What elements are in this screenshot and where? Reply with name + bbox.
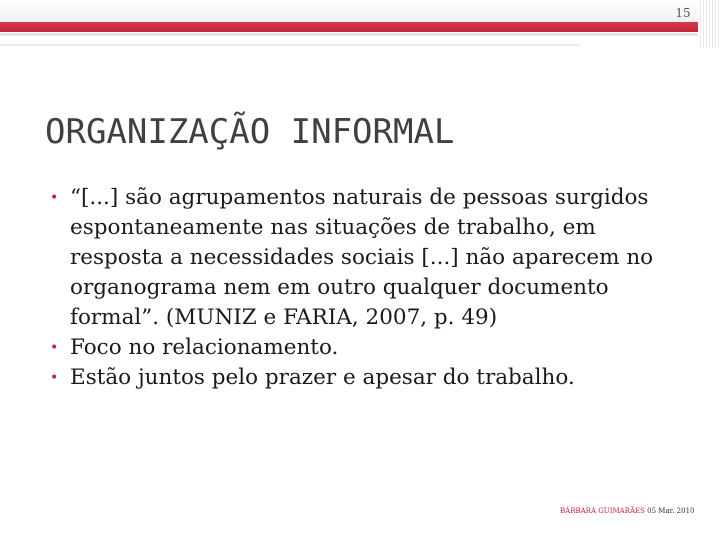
bullet-text: “[...] são agrupamentos naturais de pessoas surgidos espontaneamente nas situações de trabalho, em resposta a necessidades sociais [...] não aparecem no organograma nem em outro qualquer documento formal”. (MUNIZ e FARIA, 2007, p. 49)	[70, 185, 654, 330]
header-divider	[0, 33, 698, 36]
header-accent-bar	[0, 22, 698, 32]
bullet-list	[50, 183, 690, 393]
footer-date: 05 Mar. 2010	[647, 507, 695, 515]
footer	[560, 507, 695, 515]
page-number: 15	[675, 6, 691, 20]
bullet-text: Estão juntos pelo prazer e apesar do trabalho.	[70, 365, 575, 390]
footer-author: BÁRBARA GUIMARÃES	[560, 507, 645, 515]
header-edge-decoration	[700, 0, 720, 48]
bullet-item	[50, 183, 690, 333]
bullet-marker: •	[50, 340, 59, 356]
bullet-marker: •	[50, 190, 59, 206]
slide-title: ORGANIZAÇÃO INFORMAL	[45, 112, 455, 152]
header-band	[0, 0, 700, 22]
bullet-item	[50, 333, 690, 363]
header-divider-secondary	[0, 44, 580, 46]
bullet-text: Foco no relacionamento.	[70, 335, 339, 360]
bullet-item	[50, 363, 690, 393]
bullet-marker: •	[50, 370, 59, 386]
